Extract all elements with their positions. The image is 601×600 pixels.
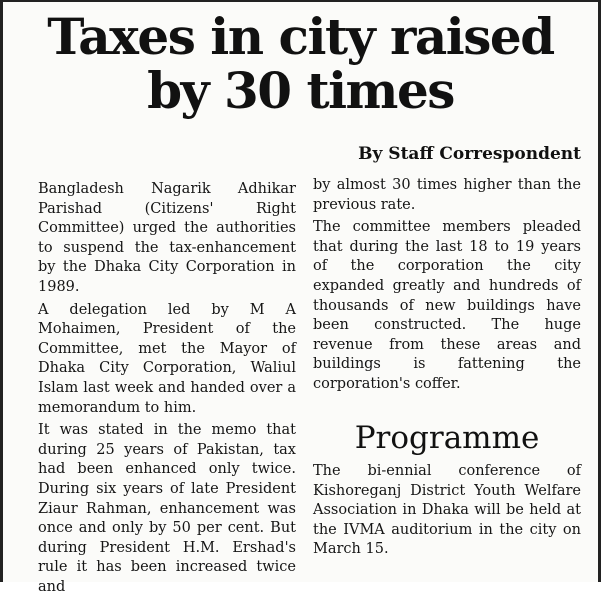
article-paragraph: A delegation led by M A Mohaimen, President of the Committee, met the Mayor of Dhaka City Corporation, Waliul Islam last week and handed over a memorandum to him. bbox=[38, 301, 296, 416]
programme-body bbox=[313, 462, 581, 563]
clipping-left-edge bbox=[0, 0, 3, 582]
article-headline: Taxes in city raised by 30 times bbox=[47, 7, 554, 120]
article-paragraph: The committee members pleaded that during the last 18 to 19 years of the corporation the city expanded greatly and hundreds of thousands of new buildings have been constructed. The huge revenue from these areas and buildings is fattening the corporation's coffer. bbox=[313, 219, 581, 392]
article-paragraph: Bangladesh Nagarik Adhikar Parishad (Citizens' Right Committee) urged the authorities to suspend the tax-enhancement by the Dhaka City Corporation in 1989. bbox=[38, 181, 296, 295]
article-paragraph: It was stated in the memo that during 25 years of Pakistan, tax had been enhanced only twice. During six years of late President Ziaur Rahman, enhancement was once and only by 50 per cent. But during President H.M. Ershad's rule it has been increased twice and bbox=[38, 422, 296, 595]
article-paragraph: by almost 30 times higher than the previous rate. bbox=[313, 177, 581, 213]
article-right-column bbox=[313, 176, 581, 398]
programme-heading: Programme bbox=[354, 420, 540, 456]
programme-paragraph: The bi-ennial conference of Kishoreganj District Youth Welfare Association in Dhaka will be held at the IVMA auditorium in the city on March 15. bbox=[313, 463, 581, 558]
clipping-top-edge bbox=[0, 0, 601, 2]
article-left-column bbox=[38, 180, 296, 600]
article-byline: By Staff Correspondent bbox=[358, 144, 581, 164]
